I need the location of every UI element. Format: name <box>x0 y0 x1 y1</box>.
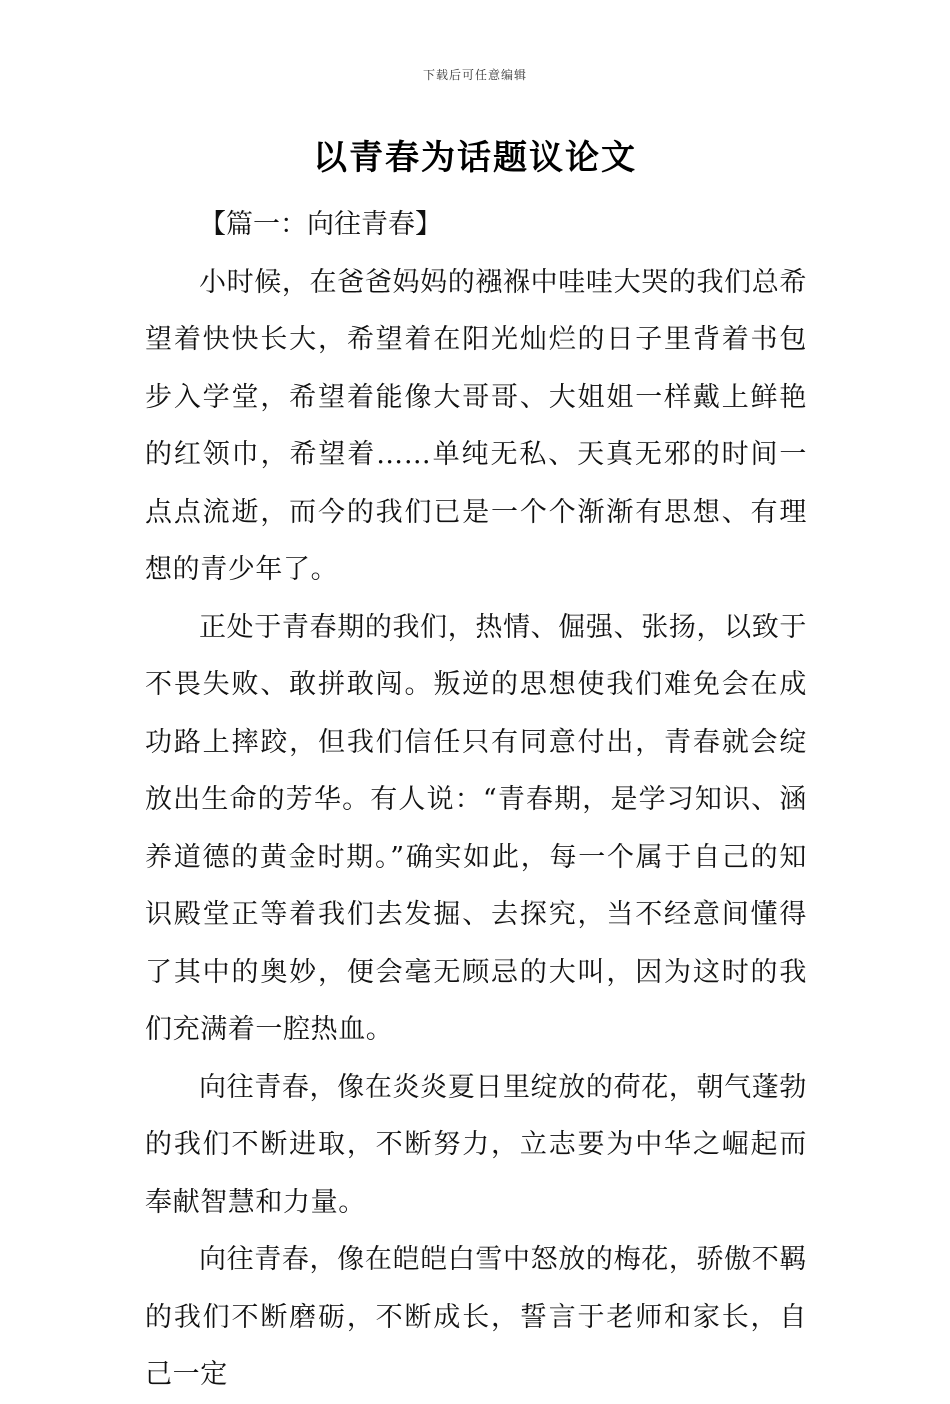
paragraph-1: 小时候，在爸爸妈妈的襁褓中哇哇大哭的我们总希望着快快长大，希望着在阳光灿烂的日子里背着书包步入学堂，希望着能像大哥哥、大姐姐一样戴上鲜艳的红领巾，希望着……单纯无私、天真无邪的时间一点点流逝，而今的我们已是一个个渐渐有思想、有理想的青少年了。 <box>145 266 807 585</box>
paragraph-2: 正处于青春期的我们，热情、倔强、张扬，以致于不畏失败、敢拼敢闯。叛逆的思想使我们难免会在成功路上摔跤，但我们信任只有同意付出，青春就会绽放出生命的芳华。有人说：“青春期，是学习知识、涵养道德的黄金时期。”确实如此，每一个属于自己的知识殿堂正等着我们去发掘、去探究，当不经意间懂得了其中的奥妙，便会毫无顾忌的大叫，因为这时的我们充满着一腔热血。 <box>145 611 807 1045</box>
page-title: 以青春为话题议论文 <box>313 138 637 178</box>
paragraph-3: 向往青春，像在炎炎夏日里绽放的荷花，朝气蓬勃的我们不断进取，不断努力，立志要为中华之崛起而奉献智慧和力量。 <box>145 1071 807 1218</box>
document-body <box>145 196 807 1404</box>
header-note: 下载后可任意编辑 <box>422 68 527 82</box>
paragraph-4: 向往青春，像在皑皑白雪中怒放的梅花，骄傲不羁的我们不断磨砺，不断成长，誓言于老师和家长，自己一定 <box>145 1244 807 1390</box>
section-heading: 【篇一：向往青春】 <box>199 209 442 240</box>
